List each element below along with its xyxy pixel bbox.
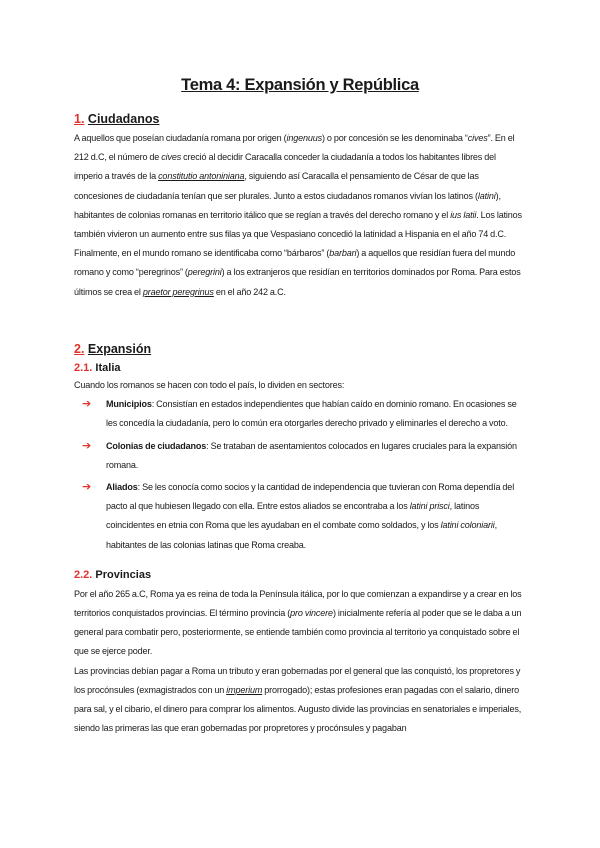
- text-run: : Consistían en estados independientes que habían caído en dominio romano. En ocasiones se les concedía la ciudadanía, pero lo común era otorgarles derecho privado y eliminarles el derecho a voto.: [106, 399, 517, 429]
- list-item-text: [106, 399, 517, 428]
- text-run: ) a aquellos que residían fuera del mundo romano y como “peregrinos” (: [74, 248, 516, 278]
- text-run: : Se les conocía como socios y la cantidad de independencia que tuvieran con Roma dependía del pacto al que hubiesen llegado con ella. Entre estos aliados se encontraba a los: [106, 482, 515, 512]
- paragraph: [74, 662, 526, 739]
- section-number: 1.: [74, 112, 85, 126]
- text-run: ) inicialmente refería al poder que se le daba a un general para combatir pero, posteriormente, se entiende también como provincia al territorio ya conquistado sobre el que se ejerce poder.: [74, 608, 522, 657]
- page-title: Tema 4: Expansión y República: [181, 76, 419, 94]
- text-run: A aquellos que poseían ciudadanía romana por origen (: [74, 133, 287, 143]
- latin-term: cives: [161, 152, 182, 163]
- latin-term: barbari: [329, 248, 357, 259]
- text-run: Las provincias debían pagar a Roma un tributo y eran gobernadas por el general que las conquistó, los propretores y los procónsules (exmagistrados con un: [74, 665, 521, 695]
- section-expansion: [74, 340, 526, 738]
- section-title: Ciudadanos: [87, 112, 160, 126]
- subsection-number: 2.1.: [74, 362, 93, 374]
- latin-term: peregrini: [187, 267, 222, 278]
- latin-term: latini: [477, 190, 496, 201]
- section-title: Expansión: [87, 342, 152, 356]
- text-run: ) o por concesión se les denominaba “: [322, 133, 468, 143]
- text-run: prorrogado); estas profesiones eran pagadas con el salario, dinero para sal, y el cibario, el dinero para comprar los alimentos. Augusto divide las provincias en senatoriales e imperiales, siendo las primeras las que eran gobernadas por propretores y procónsules y pagaban: [74, 684, 522, 734]
- text-run: Por el año 265 a.C, Roma ya es reina de toda la Península itálica, por lo que comienzan a expandirse y a crear en los territorios conquistados provincias. El término provincia (: [74, 588, 522, 619]
- text-run: , latinos coincidentes en etnia con Roma que les ayudaban en el combate como soldados, y los: [106, 501, 480, 531]
- arrow-bullet-icon: ➔: [82, 481, 92, 494]
- bullet-list: [74, 395, 526, 555]
- term-label: Aliados: [106, 482, 138, 493]
- text-run: creció al decidir Caracalla conceder la ciudadanía a todos los habitantes libres del imperio a través de la: [74, 152, 496, 182]
- text-run: ) a los extranjeros que residían en territorios dominados por Roma. Para estos últimos se crea el: [74, 267, 521, 297]
- latin-term: praetor peregrinus: [142, 286, 214, 297]
- text-run: , siguiendo así Caracalla el pensamiento de César de que las concesiones de ciudadanía tenían que ser plurales. Junto a estos ciudadanos romanos vivían los latinos (: [74, 171, 479, 201]
- section-number: 2.: [74, 342, 85, 356]
- latin-term: ius latii: [450, 209, 477, 220]
- paragraph: [74, 129, 526, 244]
- list-item-text: [106, 482, 514, 550]
- latin-term: ingenuus: [286, 133, 322, 143]
- section-ciudadanos: [74, 110, 526, 302]
- text-run: Finalmente, en el mundo romano se identificaba como “bárbaros” (: [74, 248, 330, 259]
- term-label: Municipios: [106, 399, 152, 410]
- latin-term: pro vincere: [290, 608, 333, 619]
- text-run: ), habitantes de colonias romanas en territorio itálico que se regían a través del derecho romano y el: [74, 190, 501, 220]
- arrow-bullet-icon: ➔: [82, 439, 92, 452]
- paragraph: Cuando los romanos se hacen con todo el país, lo dividen en sectores:: [74, 380, 345, 390]
- subsection-heading: [74, 567, 526, 583]
- list-item-text: [106, 441, 517, 470]
- list-item: [82, 478, 526, 555]
- text-run: : Se trataban de asentamientos colocados en lugares cruciales para la expansión romana.: [106, 440, 517, 470]
- list-item: [82, 437, 526, 475]
- paragraph: [74, 585, 526, 662]
- latin-term: constitutio antoniniana: [158, 171, 245, 182]
- text-run: en el año 242 a.C.: [213, 286, 286, 297]
- section-heading: [74, 110, 526, 128]
- text-run: , habitantes de las colonias latinas que Roma creaba.: [106, 520, 497, 550]
- term-label: Colonias de ciudadanos: [106, 440, 207, 451]
- subsection-number: 2.2.: [74, 568, 93, 581]
- text-run: . Los latinos también vivieron un aumento entre sus filas ya que Vespasiano concedió la latinidad a Hispania en el año 74 d.C.: [74, 209, 522, 240]
- list-item: [82, 395, 526, 433]
- text-run: ”. En el 212 d.C, el número de: [74, 133, 515, 163]
- subsection-heading: [74, 360, 526, 376]
- subsection-title: Provincias: [95, 568, 152, 581]
- section-heading: [74, 340, 526, 358]
- subsection-title: Italia: [95, 362, 121, 374]
- latin-term: latini coloniarii: [440, 520, 495, 531]
- arrow-bullet-icon: ➔: [82, 398, 92, 411]
- latin-term: latini prisci: [409, 501, 450, 512]
- latin-term: imperium: [226, 684, 263, 695]
- paragraph: [74, 244, 526, 302]
- latin-term: cives: [467, 133, 488, 143]
